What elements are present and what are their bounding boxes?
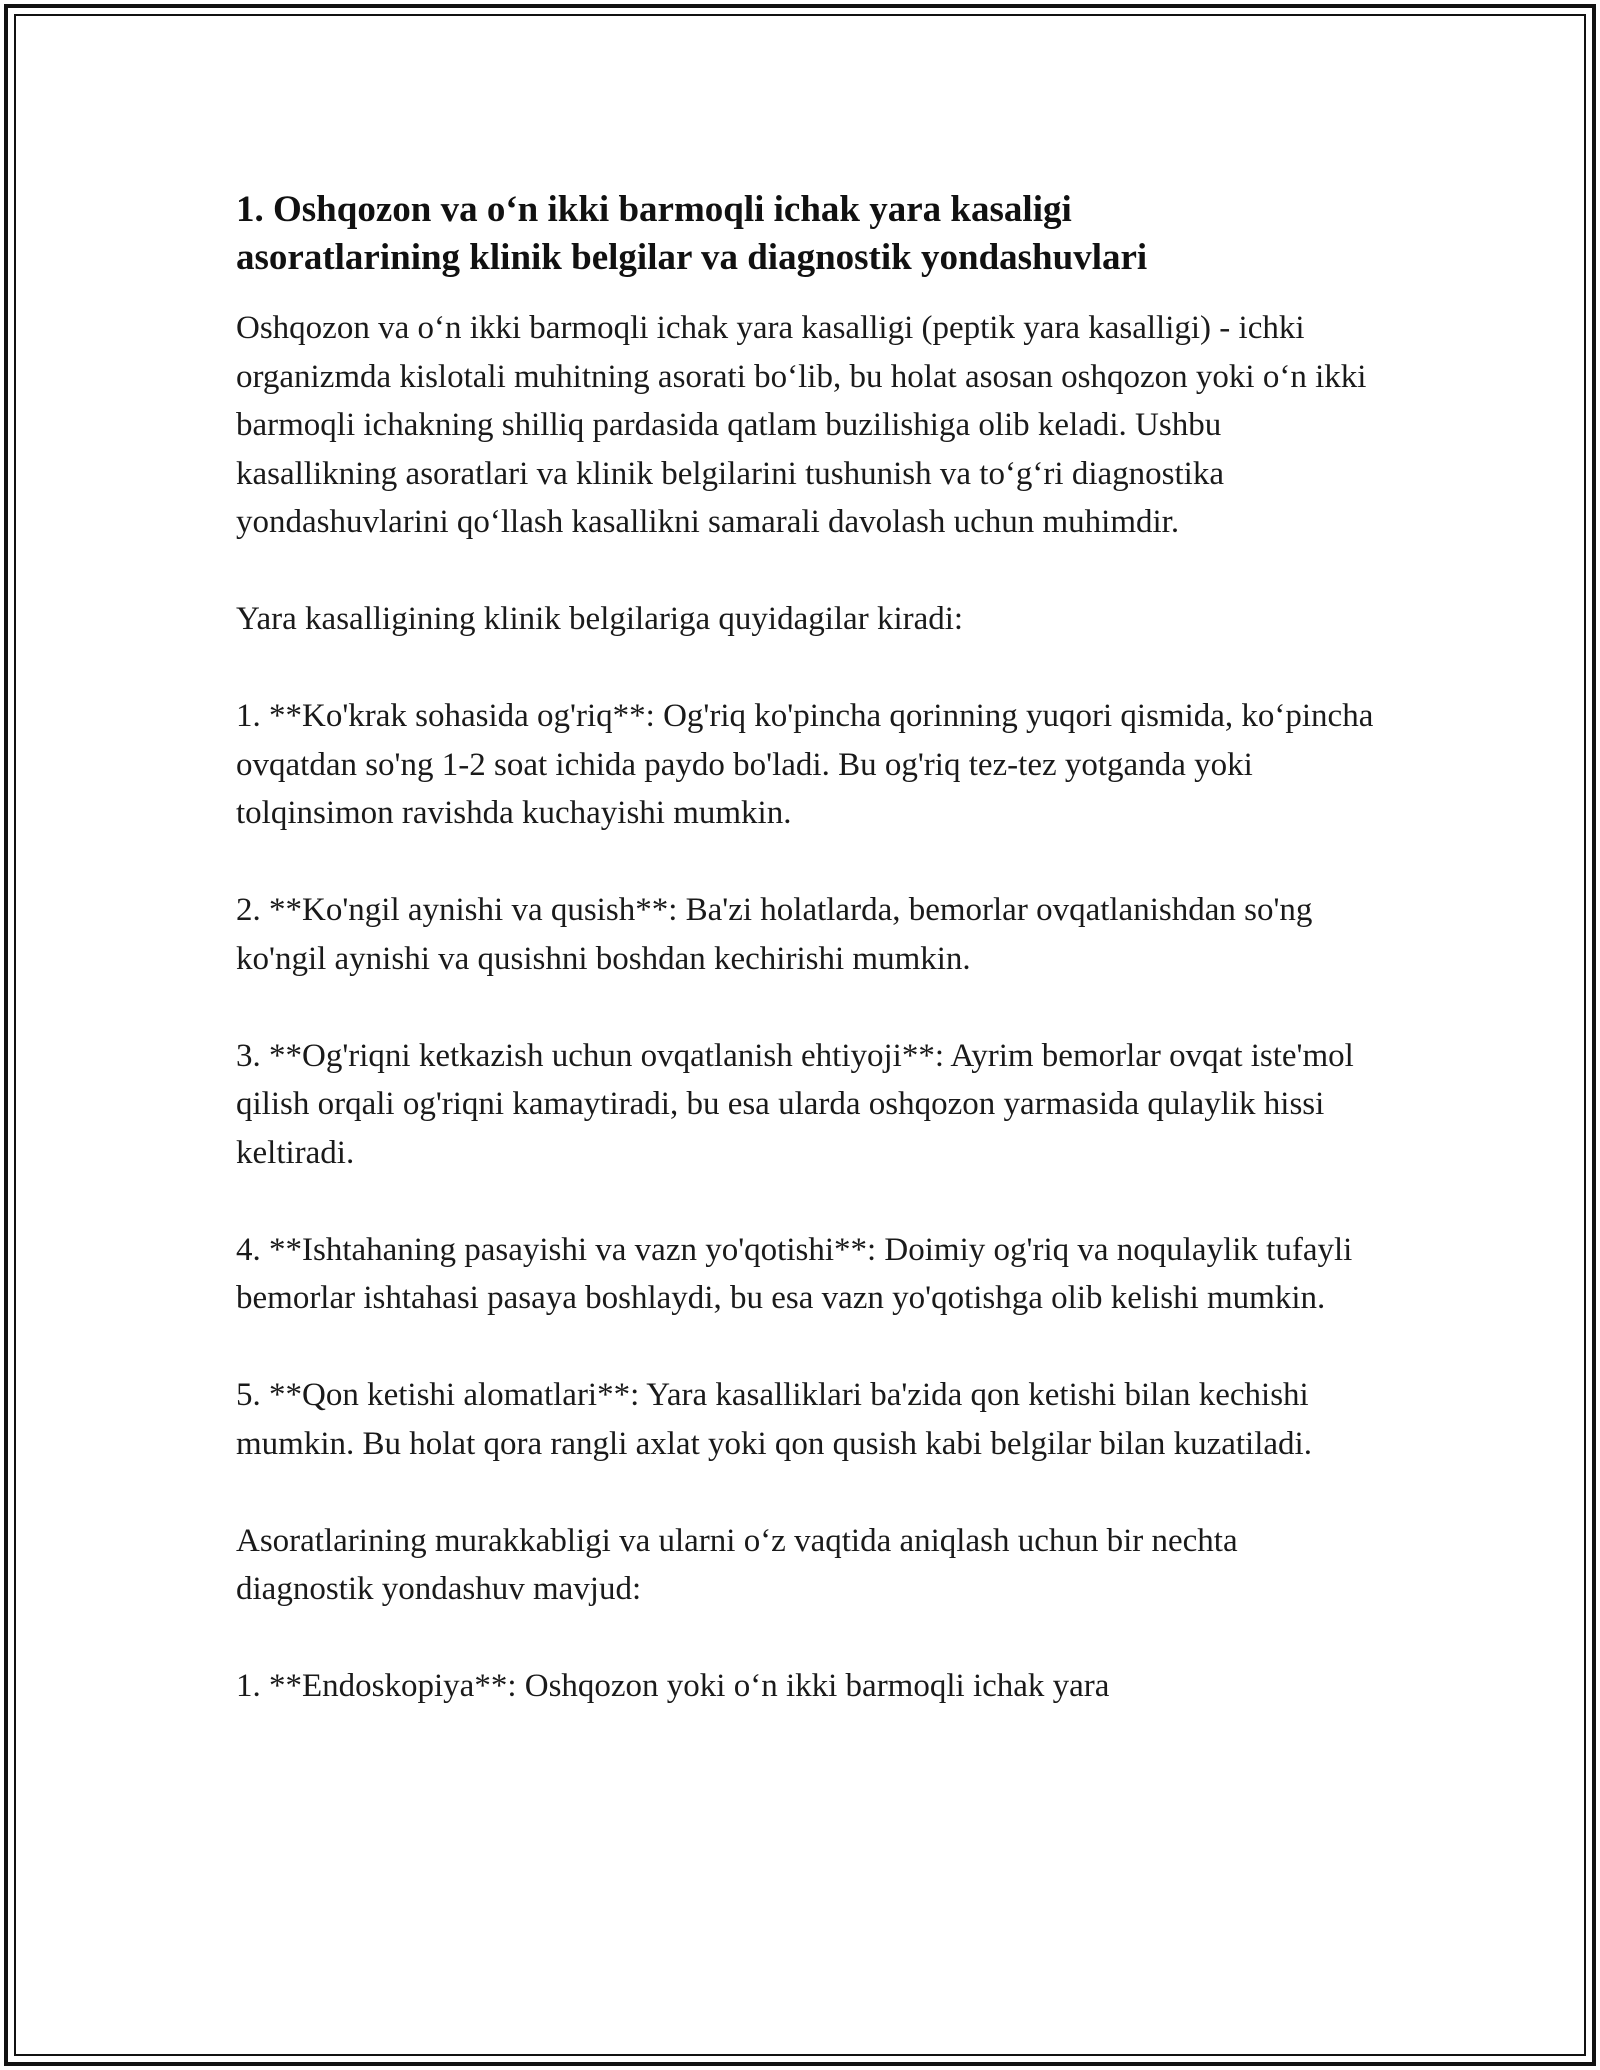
symptom-item-3: 3. **Og'riqni ketkazish uchun ovqatlanish ehtiyoji**: Ayrim bemorlar ovqat iste'mol qilish orqali og'riqni kamaytiradi, bu esa ularda oshqozon yarmasida qulaylik hissi keltiradi.: [236, 1037, 1354, 1171]
document-title-line-1: 1. Oshqozon va o‘n ikki barmoqli ichak yara kasaligi: [236, 189, 1072, 230]
diagnostic-item-1: 1. **Endoskopiya**: Oshqozon yoki o‘n ikki barmoqli ichak yara: [236, 1668, 1110, 1704]
symptom-item-1: 1. **Ko'krak sohasida og'riq**: Og'riq ko'pincha qorinning yuqori qismida, ko‘pincha ovqatdan so'ng 1-2 soat ichida paydo bo'ladi. Bu og'riq tez-tez yotganda yoki tolqinsimon ravishda kuchayishi mumkin.: [236, 698, 1374, 831]
symptoms-intro-paragraph: Yara kasalligining klinik belgilariga quyidagilar kiradi:: [236, 601, 964, 637]
intro-paragraph: Oshqozon va o‘n ikki barmoqli ichak yara kasalligi (peptik yara kasalligi) - ichki organizmda kislotali muhitning asorati bo‘lib, bu holat asosan oshqozon yoki o‘n ikki barmoqli ichakning shilliq pardasida qatlam buzilishiga olib keladi. Ushbu kasallikning asoratlari va klinik belgilarini tushunish va to‘g‘ri diagnostika yondashuvlarini qo‘llash kasallikni samarali davolash uchun muhimdir.: [236, 310, 1367, 540]
document-title-line-2: asoratlarining klinik belgilar va diagnostik yondashuvlari: [236, 237, 1148, 278]
symptom-item-4: 4. **Ishtahaning pasayishi va vazn yo'qotishi**: Doimiy og'riq va noqulaylik tufayli bemorlar ishtahasi pasaya boshlaydi, bu esa vazn yo'qotishga olib kelishi mumkin.: [236, 1231, 1353, 1316]
document-content: [236, 186, 1376, 1711]
document-body: [236, 304, 1376, 1711]
symptom-item-5: 5. **Qon ketishi alomatlari**: Yara kasalliklari ba'zida qon ketishi bilan kechishi mumkin. Bu holat qora rangli axlat yoki qon qusish kabi belgilar bilan kuzatiladi.: [236, 1377, 1312, 1462]
symptom-item-2: 2. **Ko'ngil aynishi va qusish**: Ba'zi holatlarda, bemorlar ovqatlanishdan so'ng ko'ngil aynishi va qusishni boshdan kechirishi mumkin.: [236, 892, 1313, 977]
document-title: [236, 186, 1376, 282]
diagnostics-intro-paragraph: Asoratlarining murakkabligi va ularni o‘z vaqtida aniqlash uchun bir nechta diagnostik yondashuv mavjud:: [236, 1522, 1238, 1607]
